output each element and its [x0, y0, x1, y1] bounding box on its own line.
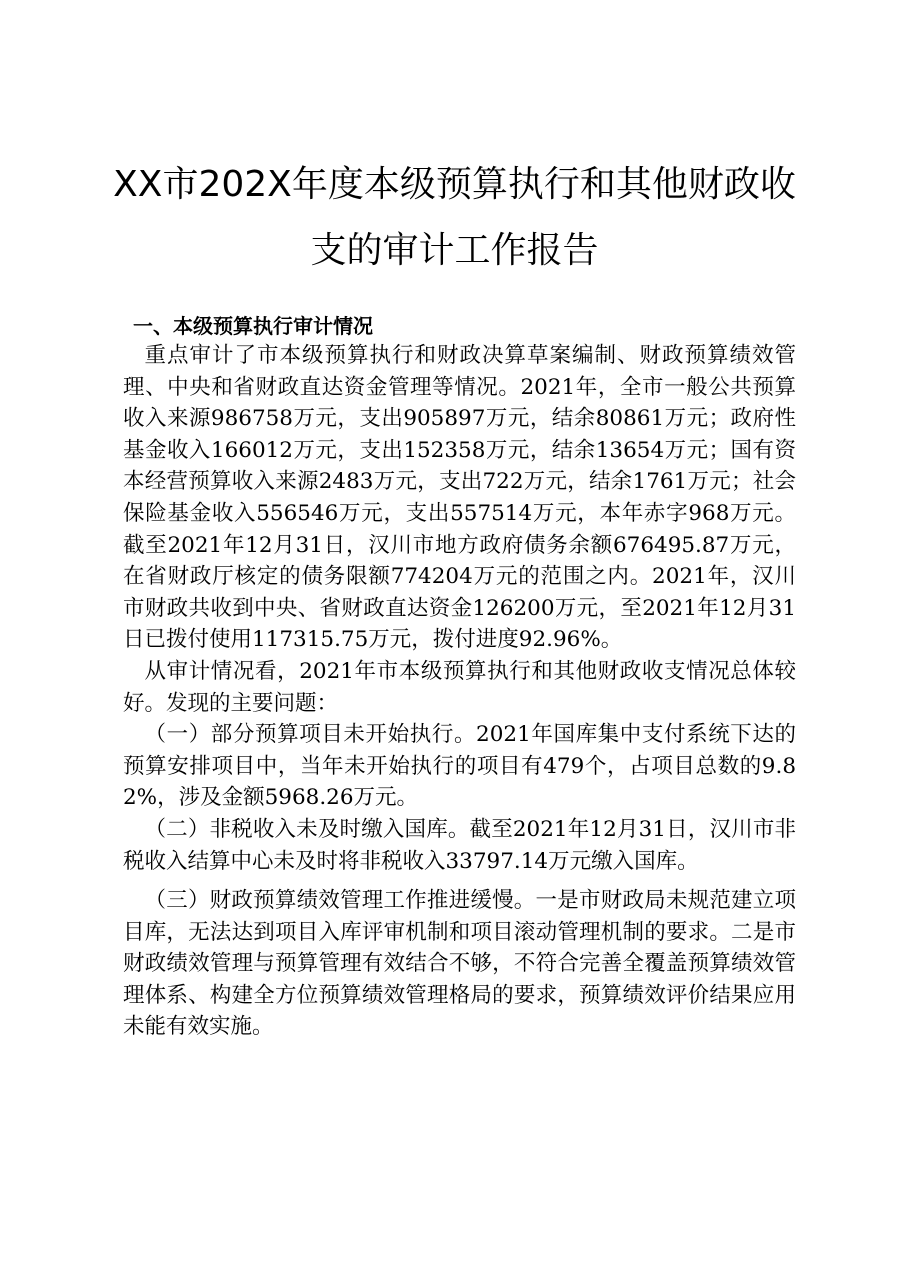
- paragraph-issue-2: （二）非税收入未及时缴入国库。截至2021年12月31日，汉川市非税收入结算中心未及时将非税收入33797.14万元缴入国库。: [123, 816, 796, 874]
- paragraph-audit-summary: 从审计情况看，2021年市本级预算执行和其他财政收支情况总体较好。发现的主要问题：: [123, 658, 796, 716]
- paragraph-issue-1: （一）部分预算项目未开始执行。2021年国库集中支付系统下达的预算安排项目中，当年未开始执行的项目有479个，占项目总数的9.82%，涉及金额5968.26万元。: [123, 722, 796, 811]
- document-title-line-2: 支的审计工作报告: [310, 230, 599, 271]
- document-body: [123, 340, 796, 1043]
- document-title-line-1: XX市202X年度本级预算执行和其他财政收: [113, 164, 796, 205]
- section-heading: 一、本级预算执行审计情况: [133, 314, 373, 338]
- paragraph-issue-3: （三）财政预算绩效管理工作推进缓慢。一是市财政局未规范建立项目库，无法达到项目入库评审机制和项目滚动管理机制的要求。二是市财政绩效管理与预算管理有效结合不够，不符合完善全覆盖预算绩效管理体系、构建全方位预算绩效管理格局的要求，预算绩效评价结果应用未能有效实施。: [123, 888, 796, 1040]
- paragraph-budget-overview: 重点审计了市本级预算执行和财政决算草案编制、财政预算绩效管理、中央和省财政直达资金管理等情况。2021年，全市一般公共预算收入来源986758万元，支出905897万元，结余80861万元；政府性基金收入166012万元，支出152358万元，结余13654万元；国有资本经营预算收入来源2483万元，支出722万元，结余1761万元；社会保险基金收入556546万元，支出557514万元，本年赤字968万元。截至2021年12月31日，汉川市地方政府债务余额676495.87万元，在省财政厅核定的债务限额774204万元的范围之内。2021年，汉川市财政共收到中央、省财政直达资金126200万元，至2021年12月31日已拨付使用117315.75万元，拨付进度92.96%。: [123, 343, 796, 653]
